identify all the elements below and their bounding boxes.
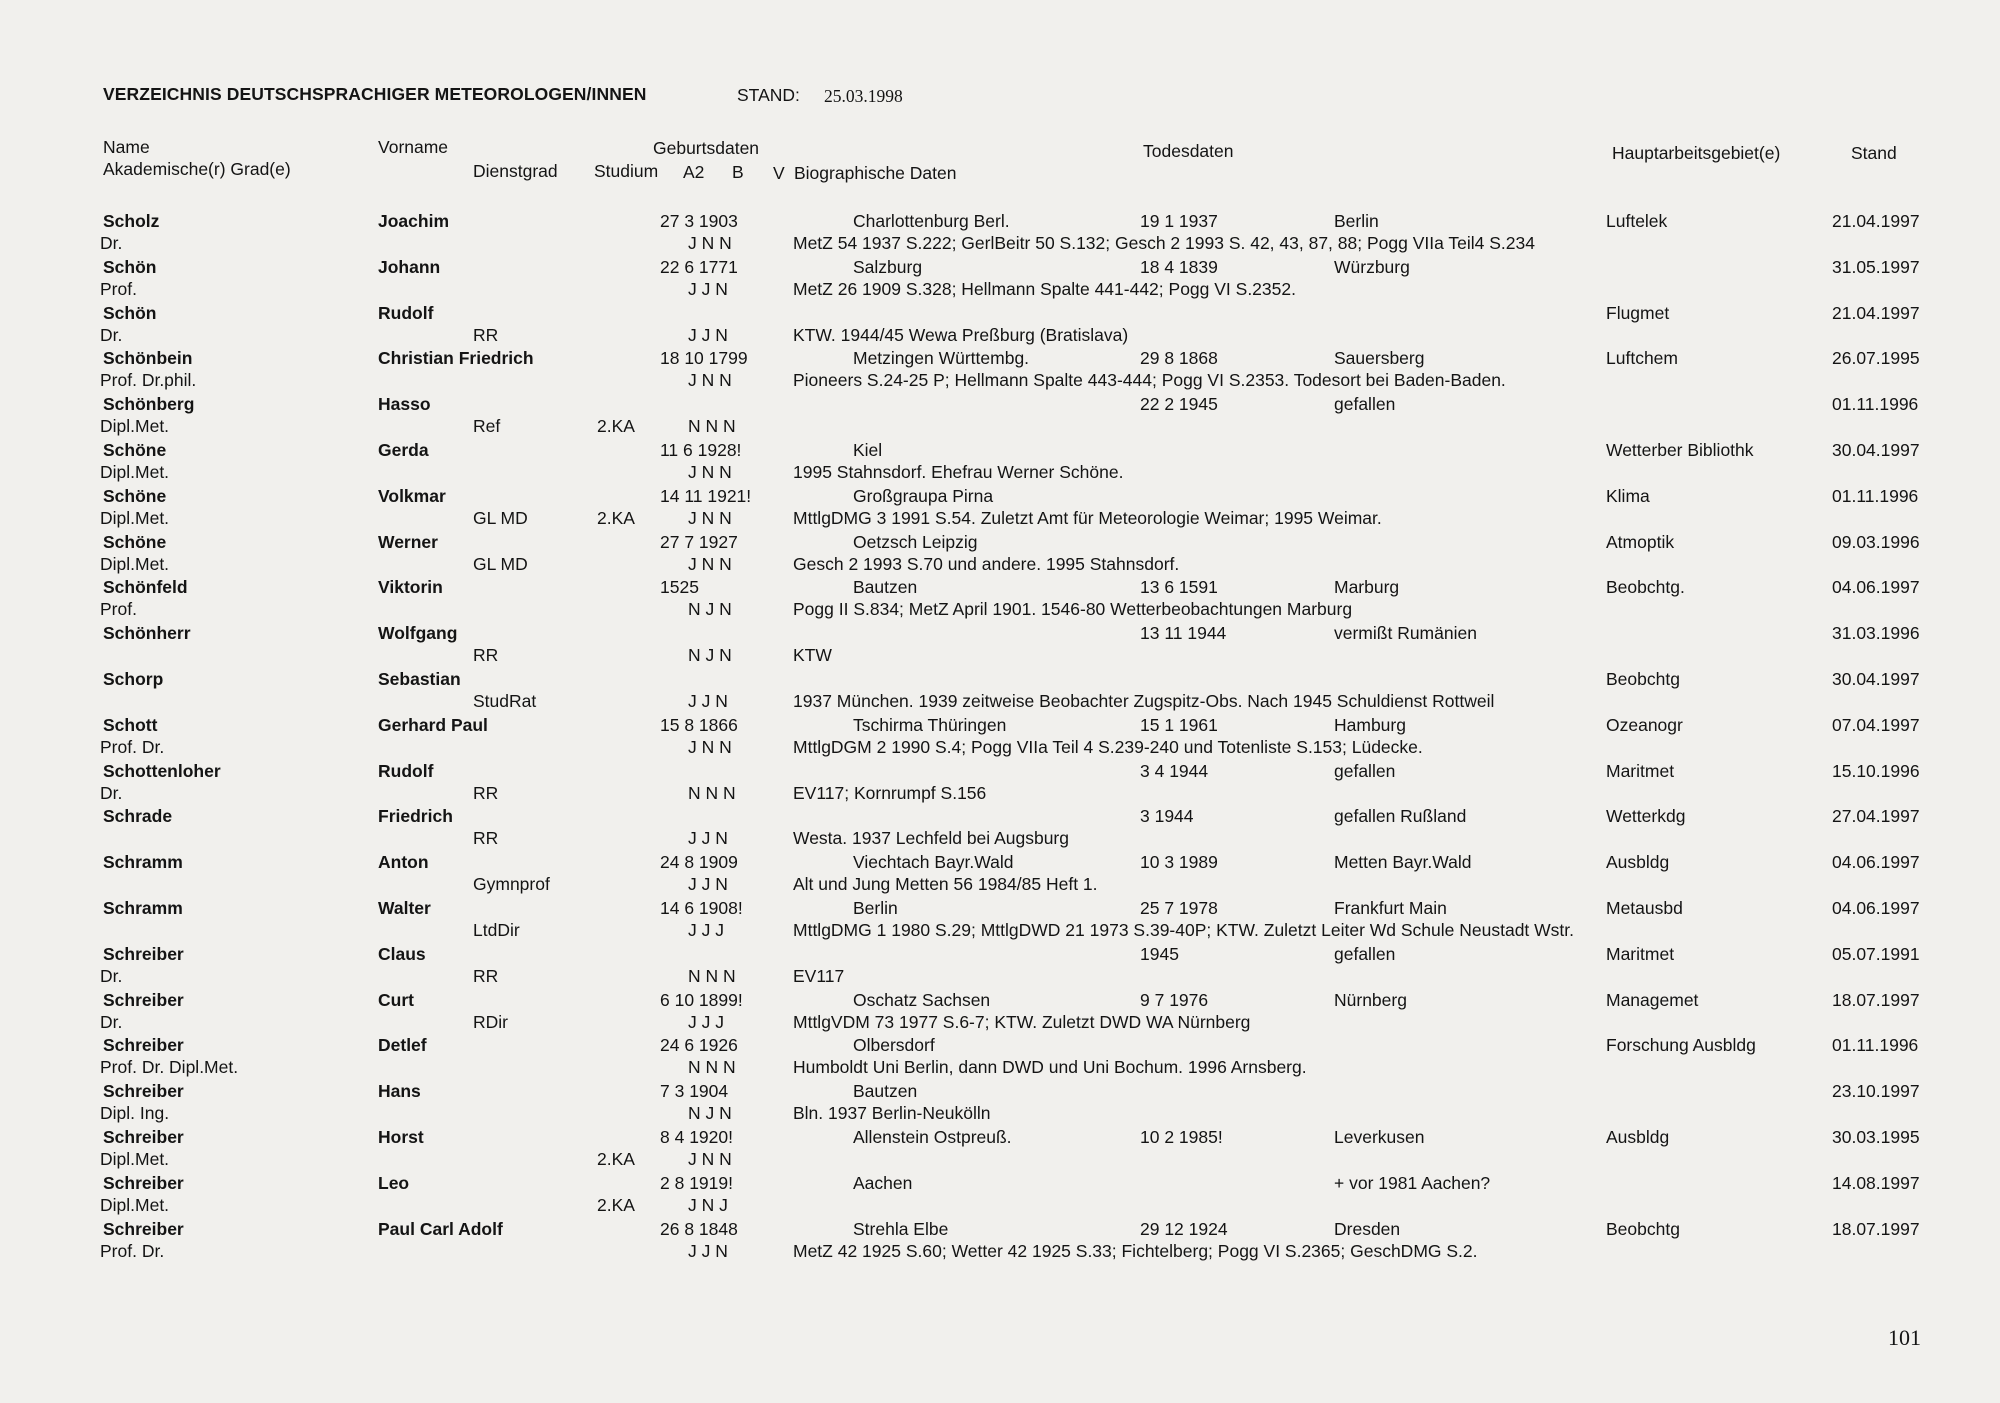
record-rank: RR xyxy=(473,828,499,849)
record-field: Flugmet xyxy=(1606,302,1670,323)
record-death-date: 15 1 1961 xyxy=(1140,714,1218,735)
record-birthplace: Oschatz Sachsen xyxy=(853,989,991,1010)
record-death-date: 29 12 1924 xyxy=(1140,1218,1228,1239)
record-stand: 01.11.1996 xyxy=(1832,485,1919,506)
record-birth-date: 26 8 1848 xyxy=(660,1218,738,1239)
record-firstname: Volkmar xyxy=(378,485,446,506)
record-birthplace: Aachen xyxy=(853,1172,913,1193)
record-firstname: Claus xyxy=(378,943,426,964)
record-firstname: Sebastian xyxy=(378,668,461,689)
record-deathplace: Dresden xyxy=(1334,1218,1401,1239)
record-deathplace: Nürnberg xyxy=(1334,989,1407,1010)
record-flags: N J N xyxy=(688,599,732,620)
record-birthplace: Salzburg xyxy=(853,256,923,277)
record-death-date: 25 7 1978 xyxy=(1140,897,1218,918)
record-deathplace: vermißt Rumänien xyxy=(1334,623,1477,644)
record-firstname: Gerda xyxy=(378,439,429,460)
record-row xyxy=(0,761,2000,807)
record-surname: Schorp xyxy=(103,668,164,689)
record-deathplace: Sauersberg xyxy=(1334,348,1425,369)
record-bio: Pogg II S.834; MetZ April 1901. 1546-80 Wetterbeobachtungen Marburg xyxy=(793,599,1353,620)
record-firstname: Detlef xyxy=(378,1035,427,1056)
record-bio: MttlgDMG 3 1991 S.54. Zuletzt Amt für Meteorologie Weimar; 1995 Weimar. xyxy=(793,507,1382,528)
record-deathplace: Metten Bayr.Wald xyxy=(1334,852,1472,873)
record-flags: J J J xyxy=(688,1011,724,1032)
record-row xyxy=(0,990,2000,1036)
record-stand: 18.07.1997 xyxy=(1832,1218,1920,1239)
record-death-date: 10 3 1989 xyxy=(1140,852,1218,873)
record-field: Wetterber Bibliothk xyxy=(1606,439,1754,460)
record-death-date: 13 6 1591 xyxy=(1140,577,1218,598)
record-stand: 21.04.1997 xyxy=(1832,211,1920,231)
record-birth-date: 7 3 1904 xyxy=(660,1081,729,1102)
record-surname: Schönfeld xyxy=(103,577,188,598)
record-row xyxy=(0,715,2000,761)
record-bio: Alt und Jung Metten 56 1984/85 Heft 1. xyxy=(793,874,1098,895)
record-deathplace: Frankfurt Main xyxy=(1334,897,1447,918)
record-deathplace: gefallen xyxy=(1334,760,1396,781)
record-field: Luftchem xyxy=(1606,348,1678,369)
record-birthplace: Allenstein Ostpreuß. xyxy=(853,1126,1012,1147)
record-birth-date: 27 7 1927 xyxy=(660,531,738,552)
record-stand: 18.07.1997 xyxy=(1832,989,1920,1010)
record-bio: Westa. 1937 Lechfeld bei Augsburg xyxy=(793,828,1069,849)
record-bio: MetZ 54 1937 S.222; GerlBeitr 50 S.132; Gesch 2 1993 S. 42, 43, 87, 88; Pogg VIIa Teil4 S.234 xyxy=(793,233,1535,253)
record-firstname: Curt xyxy=(378,989,414,1010)
record-birthplace: Charlottenburg Berl. xyxy=(853,211,1010,231)
page-title: VERZEICHNIS DEUTSCHSPRACHIGER METEOROLOGEN/INNEN xyxy=(103,84,647,104)
record-row xyxy=(0,486,2000,532)
record-surname: Schön xyxy=(103,302,157,323)
record-field: Ozeanogr xyxy=(1606,714,1683,735)
record-row xyxy=(0,669,2000,715)
record-grade: Prof. Dr. xyxy=(100,736,165,757)
record-rank: RDir xyxy=(473,1011,508,1032)
record-bio: KTW. 1944/45 Wewa Preßburg (Bratislava) xyxy=(793,324,1129,345)
record-birthplace: Bautzen xyxy=(853,577,918,598)
record-deathplace: gefallen Rußland xyxy=(1334,806,1467,827)
record-birth-date: 24 6 1926 xyxy=(660,1035,738,1056)
record-row xyxy=(0,211,2000,257)
record-firstname: Anton xyxy=(378,852,429,873)
record-surname: Schreiber xyxy=(103,989,184,1010)
record-firstname: Walter xyxy=(378,897,431,918)
record-bio: MttlgDMG 1 1980 S.29; MttlgDWD 21 1973 S.39-40P; KTW. Zuletzt Leiter Wd Schule Neustadt Wstr. xyxy=(793,919,1575,940)
record-grade: Dipl.Met. xyxy=(100,1194,170,1215)
record-death-date: 22 2 1945 xyxy=(1140,394,1218,415)
record-stand: 04.06.1997 xyxy=(1832,577,1920,598)
record-firstname: Rudolf xyxy=(378,760,434,781)
record-stand: 26.07.1995 xyxy=(1832,348,1920,369)
record-firstname: Johann xyxy=(378,256,441,277)
record-surname: Schön xyxy=(103,256,157,277)
record-flags: J J J xyxy=(688,919,724,940)
record-row xyxy=(0,806,2000,852)
record-birth-date: 14 6 1908! xyxy=(660,897,743,918)
record-birthplace: Großgraupa Pirna xyxy=(853,485,994,506)
record-bio: MttlgVDM 73 1977 S.6-7; KTW. Zuletzt DWD WA Nürnberg xyxy=(793,1011,1251,1032)
record-surname: Schöne xyxy=(103,485,167,506)
record-surname: Schrade xyxy=(103,806,173,827)
record-field: Ausbldg xyxy=(1606,852,1670,873)
record-flags: J J N xyxy=(688,1240,728,1261)
record-stand: 23.10.1997 xyxy=(1832,1081,1920,1102)
record-stand: 01.11.1996 xyxy=(1832,1035,1919,1056)
record-bio: Pioneers S.24-25 P; Hellmann Spalte 443-444; Pogg VI S.2353. Todesort bei Baden-Baden. xyxy=(793,370,1506,391)
record-bio: MttlgDGM 2 1990 S.4; Pogg VIIa Teil 4 S.239-240 und Totenliste S.153; Lüdecke. xyxy=(793,736,1423,757)
record-birth-date: 27 3 1903 xyxy=(660,211,738,231)
record-birth-date: 11 6 1928! xyxy=(660,439,742,460)
record-rank: GL MD xyxy=(473,553,528,574)
record-row xyxy=(0,944,2000,990)
record-firstname: Werner xyxy=(378,531,438,552)
record-grade: Prof. Dr. xyxy=(100,1240,165,1261)
record-row xyxy=(0,623,2000,669)
record-firstname: Friedrich xyxy=(378,806,453,827)
record-bio: KTW xyxy=(793,645,832,666)
record-birth-date: 1525 xyxy=(660,577,699,598)
record-firstname: Horst xyxy=(378,1126,424,1147)
record-flags: J N J xyxy=(688,1194,728,1215)
record-flags: N J N xyxy=(688,1103,732,1124)
record-grade: Dr. xyxy=(100,324,123,345)
record-stand: 27.04.1997 xyxy=(1832,806,1920,827)
record-deathplace: Berlin xyxy=(1334,211,1379,231)
record-flags: N J N xyxy=(688,645,732,666)
record-grade: Prof. xyxy=(100,278,137,299)
record-stand: 07.04.1997 xyxy=(1832,714,1920,735)
record-grade: Dipl.Met. xyxy=(100,416,170,437)
record-firstname: Gerhard Paul xyxy=(378,714,488,735)
record-birthplace: Tschirma Thüringen xyxy=(853,714,1007,735)
record-bio: MetZ 42 1925 S.60; Wetter 42 1925 S.33; Fichtelberg; Pogg VI S.2365; GeschDMG S.2. xyxy=(793,1240,1478,1261)
record-bio: Bln. 1937 Berlin-Neukölln xyxy=(793,1103,991,1124)
record-bio: 1937 München. 1939 zeitweise Beobachter Zugspitz-Obs. Nach 1945 Schuldienst Rottweil xyxy=(793,690,1495,711)
record-grade: Dipl.Met. xyxy=(100,507,170,528)
record-death-date: 3 1944 xyxy=(1140,806,1194,827)
record-surname: Schreiber xyxy=(103,1126,184,1147)
record-surname: Schreiber xyxy=(103,1081,184,1102)
record-grade: Dipl.Met. xyxy=(100,553,170,574)
record-death-date: 19 1 1937 xyxy=(1140,211,1218,231)
record-stand: 30.04.1997 xyxy=(1832,439,1920,460)
record-field: Beobchtg. xyxy=(1606,577,1685,598)
record-flags: N N N xyxy=(688,416,736,437)
record-flags: J J N xyxy=(688,874,728,895)
record-row xyxy=(0,852,2000,898)
record-flags: J J N xyxy=(688,690,728,711)
record-death-date: 13 11 1944 xyxy=(1140,623,1227,644)
record-birthplace: Metzingen Württembg. xyxy=(853,348,1030,369)
record-firstname: Leo xyxy=(378,1172,410,1193)
record-study: 2.KA xyxy=(597,507,635,528)
header-dienstgrad: Dienstgrad xyxy=(473,161,558,181)
record-birthplace: Olbersdorf xyxy=(853,1035,935,1056)
record-surname: Schreiber xyxy=(103,943,184,964)
record-field: Klima xyxy=(1606,485,1650,506)
record-field: Ausbldg xyxy=(1606,1126,1670,1147)
record-row xyxy=(0,1173,2000,1219)
record-surname: Schönbein xyxy=(103,348,193,369)
record-flags: J N N xyxy=(688,736,732,757)
header-name: Name xyxy=(103,137,150,157)
record-stand: 31.05.1997 xyxy=(1832,256,1920,277)
record-deathplace: gefallen xyxy=(1334,943,1396,964)
header-grad: Akademische(r) Grad(e) xyxy=(103,159,291,179)
record-flags: J J N xyxy=(688,828,728,849)
record-surname: Schöne xyxy=(103,439,167,460)
record-stand: 05.07.1991 xyxy=(1832,943,1920,964)
header-hauptarbeitsgebiet: Hauptarbeitsgebiet(e) xyxy=(1612,143,1781,163)
record-bio: 1995 Stahnsdorf. Ehefrau Werner Schöne. xyxy=(793,461,1124,482)
record-birth-date: 6 10 1899! xyxy=(660,989,743,1010)
header-b: B xyxy=(732,162,744,182)
record-flags: J N N xyxy=(688,233,732,253)
record-flags: J N N xyxy=(688,461,732,482)
record-stand: 15.10.1996 xyxy=(1832,760,1920,781)
record-grade: Dipl.Met. xyxy=(100,1148,170,1169)
record-grade: Dr. xyxy=(100,233,123,253)
record-row xyxy=(0,440,2000,486)
record-rank: RR xyxy=(473,782,499,803)
record-rank: RR xyxy=(473,324,499,345)
record-firstname: Viktorin xyxy=(378,577,443,598)
record-surname: Schreiber xyxy=(103,1218,184,1239)
record-death-date: 9 7 1976 xyxy=(1140,989,1209,1010)
record-flags: J N N xyxy=(688,507,732,528)
record-grade: Dr. xyxy=(100,782,123,803)
header-stand: Stand xyxy=(1851,143,1897,163)
record-death-date: 18 4 1839 xyxy=(1140,256,1218,277)
record-field: Maritmet xyxy=(1606,760,1675,781)
record-firstname: Rudolf xyxy=(378,302,434,323)
record-row xyxy=(0,898,2000,944)
record-flags: J J N xyxy=(688,278,728,299)
record-row xyxy=(0,348,2000,394)
record-deathplace: Marburg xyxy=(1334,577,1400,598)
header-todesdaten: Todesdaten xyxy=(1143,141,1234,161)
record-surname: Schönberg xyxy=(103,394,195,415)
record-birthplace: Strehla Elbe xyxy=(853,1218,949,1239)
record-row xyxy=(0,303,2000,349)
records-list xyxy=(0,211,2000,1264)
record-deathplace: + vor 1981 Aachen? xyxy=(1334,1172,1491,1193)
record-stand: 21.04.1997 xyxy=(1832,302,1920,323)
record-field: Managemet xyxy=(1606,989,1699,1010)
record-stand: 30.04.1997 xyxy=(1832,668,1920,689)
record-rank: Gymnprof xyxy=(473,874,550,895)
record-bio: Humboldt Uni Berlin, dann DWD und Uni Bochum. 1996 Arnsberg. xyxy=(793,1057,1307,1078)
page-number: 101 xyxy=(1888,1325,1921,1350)
record-field: Wetterkdg xyxy=(1606,806,1686,827)
header-v: V xyxy=(773,163,785,183)
record-field: Beobchtg xyxy=(1606,668,1680,689)
header-bio: Biographische Daten xyxy=(794,163,957,183)
record-death-date: 3 4 1944 xyxy=(1140,760,1209,781)
record-birthplace: Viechtach Bayr.Wald xyxy=(853,852,1014,873)
record-birth-date: 18 10 1799 xyxy=(660,348,748,369)
record-surname: Schönherr xyxy=(103,623,191,644)
record-bio: MetZ 26 1909 S.328; Hellmann Spalte 441-442; Pogg VI S.2352. xyxy=(793,278,1296,299)
record-surname: Scholz xyxy=(103,211,160,231)
record-firstname: Paul Carl Adolf xyxy=(378,1218,503,1239)
record-study: 2.KA xyxy=(597,416,635,437)
record-rank: RR xyxy=(473,645,499,666)
record-birth-date: 15 8 1866 xyxy=(660,714,738,735)
header-vorname: Vorname xyxy=(378,137,449,157)
record-birthplace: Berlin xyxy=(853,897,898,918)
record-stand: 09.03.1996 xyxy=(1832,531,1920,552)
record-birth-date: 22 6 1771 xyxy=(660,256,738,277)
record-grade: Prof. Dr. Dipl.Met. xyxy=(100,1057,239,1078)
record-grade: Dipl.Met. xyxy=(100,461,170,482)
record-field: Forschung Ausbldg xyxy=(1606,1035,1756,1056)
record-rank: GL MD xyxy=(473,507,528,528)
record-grade: Dr. xyxy=(100,965,123,986)
record-bio: EV117; Kornrumpf S.156 xyxy=(793,782,987,803)
record-field: Beobchtg xyxy=(1606,1218,1680,1239)
record-surname: Schreiber xyxy=(103,1035,184,1056)
record-surname: Schottenloher xyxy=(103,760,221,781)
record-firstname: Wolfgang xyxy=(378,623,458,644)
record-birth-date: 14 11 1921! xyxy=(660,485,752,506)
record-row xyxy=(0,257,2000,303)
record-birth-date: 24 8 1909 xyxy=(660,852,738,873)
record-study: 2.KA xyxy=(597,1148,635,1169)
record-grade: Dipl. Ing. xyxy=(100,1103,170,1124)
record-row xyxy=(0,394,2000,440)
record-surname: Schreiber xyxy=(103,1172,184,1193)
record-row xyxy=(0,1127,2000,1173)
record-surname: Schott xyxy=(103,714,158,735)
record-stand: 04.06.1997 xyxy=(1832,897,1920,918)
record-flags: N N N xyxy=(688,1057,736,1078)
record-rank: RR xyxy=(473,965,499,986)
record-surname: Schöne xyxy=(103,531,167,552)
record-stand: 01.11.1996 xyxy=(1832,394,1919,415)
record-row xyxy=(0,1219,2000,1265)
record-field: Maritmet xyxy=(1606,943,1675,964)
record-rank: LtdDir xyxy=(473,919,520,940)
record-death-date: 1945 xyxy=(1140,943,1179,964)
record-death-date: 10 2 1985! xyxy=(1140,1126,1223,1147)
record-birthplace: Kiel xyxy=(853,439,883,460)
record-birth-date: 8 4 1920! xyxy=(660,1126,733,1147)
stand-label: STAND: xyxy=(737,85,800,105)
record-firstname: Christian Friedrich xyxy=(378,348,534,369)
record-field: Luftelek xyxy=(1606,211,1668,231)
record-death-date: 29 8 1868 xyxy=(1140,348,1218,369)
record-flags: N N N xyxy=(688,965,736,986)
record-surname: Schramm xyxy=(103,897,183,918)
record-bio: EV117 xyxy=(793,965,845,986)
record-grade: Dr. xyxy=(100,1011,123,1032)
record-field: Metausbd xyxy=(1606,897,1683,918)
record-birthplace: Bautzen xyxy=(853,1081,918,1102)
record-study: 2.KA xyxy=(597,1194,635,1215)
record-flags: J N N xyxy=(688,370,732,391)
record-row xyxy=(0,577,2000,623)
record-row xyxy=(0,1081,2000,1127)
record-birth-date: 2 8 1919! xyxy=(660,1172,733,1193)
record-row xyxy=(0,532,2000,578)
record-surname: Schramm xyxy=(103,852,183,873)
record-deathplace: Leverkusen xyxy=(1334,1126,1425,1147)
record-field: Atmoptik xyxy=(1606,531,1675,552)
header-studium: Studium xyxy=(594,161,659,181)
record-flags: J N N xyxy=(688,1148,732,1169)
header-geburtsdaten: Geburtsdaten xyxy=(653,138,760,158)
record-stand: 30.03.1995 xyxy=(1832,1126,1920,1147)
record-firstname: Hans xyxy=(378,1081,421,1102)
record-firstname: Joachim xyxy=(378,211,449,231)
record-firstname: Hasso xyxy=(378,394,431,415)
record-deathplace: Würzburg xyxy=(1334,256,1410,277)
record-bio: Gesch 2 1993 S.70 und andere. 1995 Stahnsdorf. xyxy=(793,553,1180,574)
record-grade: Prof. xyxy=(100,599,137,620)
record-grade: Prof. Dr.phil. xyxy=(100,370,197,391)
record-stand: 14.08.1997 xyxy=(1832,1172,1920,1193)
record-rank: Ref xyxy=(473,416,501,437)
record-stand: 31.03.1996 xyxy=(1832,623,1920,644)
record-flags: N N N xyxy=(688,782,736,803)
record-rank: StudRat xyxy=(473,690,537,711)
record-deathplace: Hamburg xyxy=(1334,714,1406,735)
stand-date: 25.03.1998 xyxy=(824,86,903,106)
record-deathplace: gefallen xyxy=(1334,394,1396,415)
record-flags: J N N xyxy=(688,553,732,574)
record-birthplace: Oetzsch Leipzig xyxy=(853,531,978,552)
record-flags: J J N xyxy=(688,324,728,345)
record-stand: 04.06.1997 xyxy=(1832,852,1920,873)
record-row xyxy=(0,1035,2000,1081)
header-a2: A2 xyxy=(683,162,705,182)
